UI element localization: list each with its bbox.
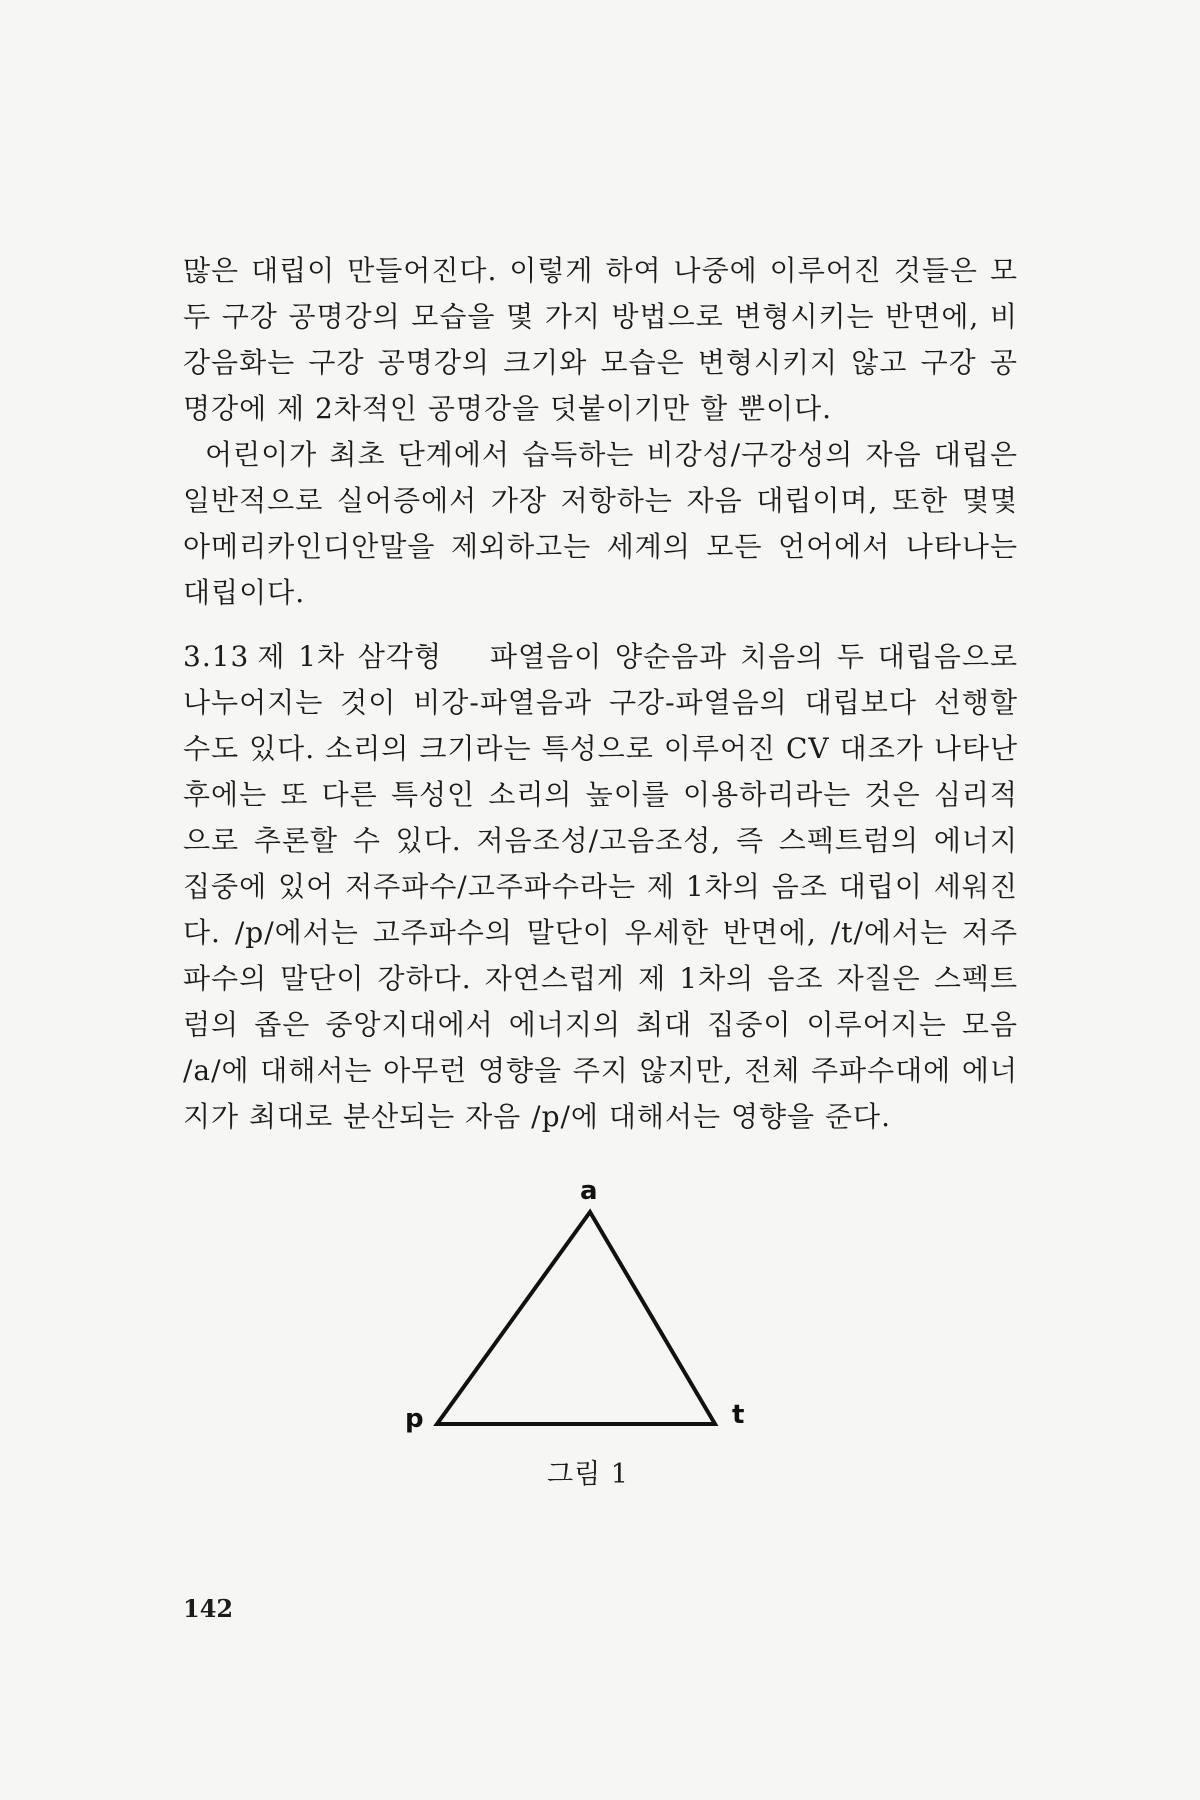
figure-caption: 그림 1 [547, 1459, 629, 1490]
paragraph-nasalization: 많은 대립이 만들어진다. 이렇게 하여 나중에 이루어진 것들은 모두 구강 공명강의 모습을 몇 가지 방법으로 변형시키는 반면에, 비강음화는 구강 공명강의 크기와 모습은 변형시키지 않고 구강 공명강에 제 2차적인 공명강을 덧붙이기만 할 뿐이다. [183, 254, 1018, 425]
section-body: 파열음이 양순음과 치음의 두 대립음으로 나누어지는 것이 비강-파열음과 구강-파열음의 대립보다 선행할 수도 있다. 소리의 크기라는 특성으로 이루어진 CV 대조가 나타난 후에는 또 다른 특성인 소리의 높이를 이용하리라는 것은 심리적으로 추론할 수 있다. 저음조성/고음조성, 즉 스펙트럼의 에너지 집중에 있어 저주파수/고주파수라는 제 1차의 음조 대립이 세워진다. /p/에서는 고주파수의 말단이 우세한 반면에, /t/에서는 저주파수의 말단이 강하다. 자연스럽게 제 1차의 음조 자질은 스펙트럼의 좁은 중앙지대에서 에너지의 최대 집중이 이루어지는 모음 /a/에 대해서는 아무런 영향을 주지 않지만, 전체 주파수대에 에너지가 최대로 분산되는 자음 /p/에 대해서는 영향을 준다. [183, 640, 1019, 1133]
section-title: 제 1차 삼각형 [257, 640, 442, 673]
vertex-label-p: p [405, 1404, 424, 1434]
vertex-label-t: t [732, 1400, 745, 1430]
page-number: 142 [183, 1594, 234, 1623]
paragraph-nasal-oral-contrast: 어린이가 최초 단계에서 습득하는 비강성/구강성의 자음 대립은 일반적으로 실어증에서 가장 저항하는 자음 대립이며, 또한 몇몇 아메리카인디안말을 제외하고는 세계의 모든 언어에서 나타나는 대립이다. [183, 438, 1018, 609]
vertex-label-a: a [580, 1176, 598, 1206]
section-number: 3.13 [183, 640, 250, 673]
section-primary-triangle [183, 634, 1018, 1140]
triangle-outline [437, 1212, 715, 1424]
